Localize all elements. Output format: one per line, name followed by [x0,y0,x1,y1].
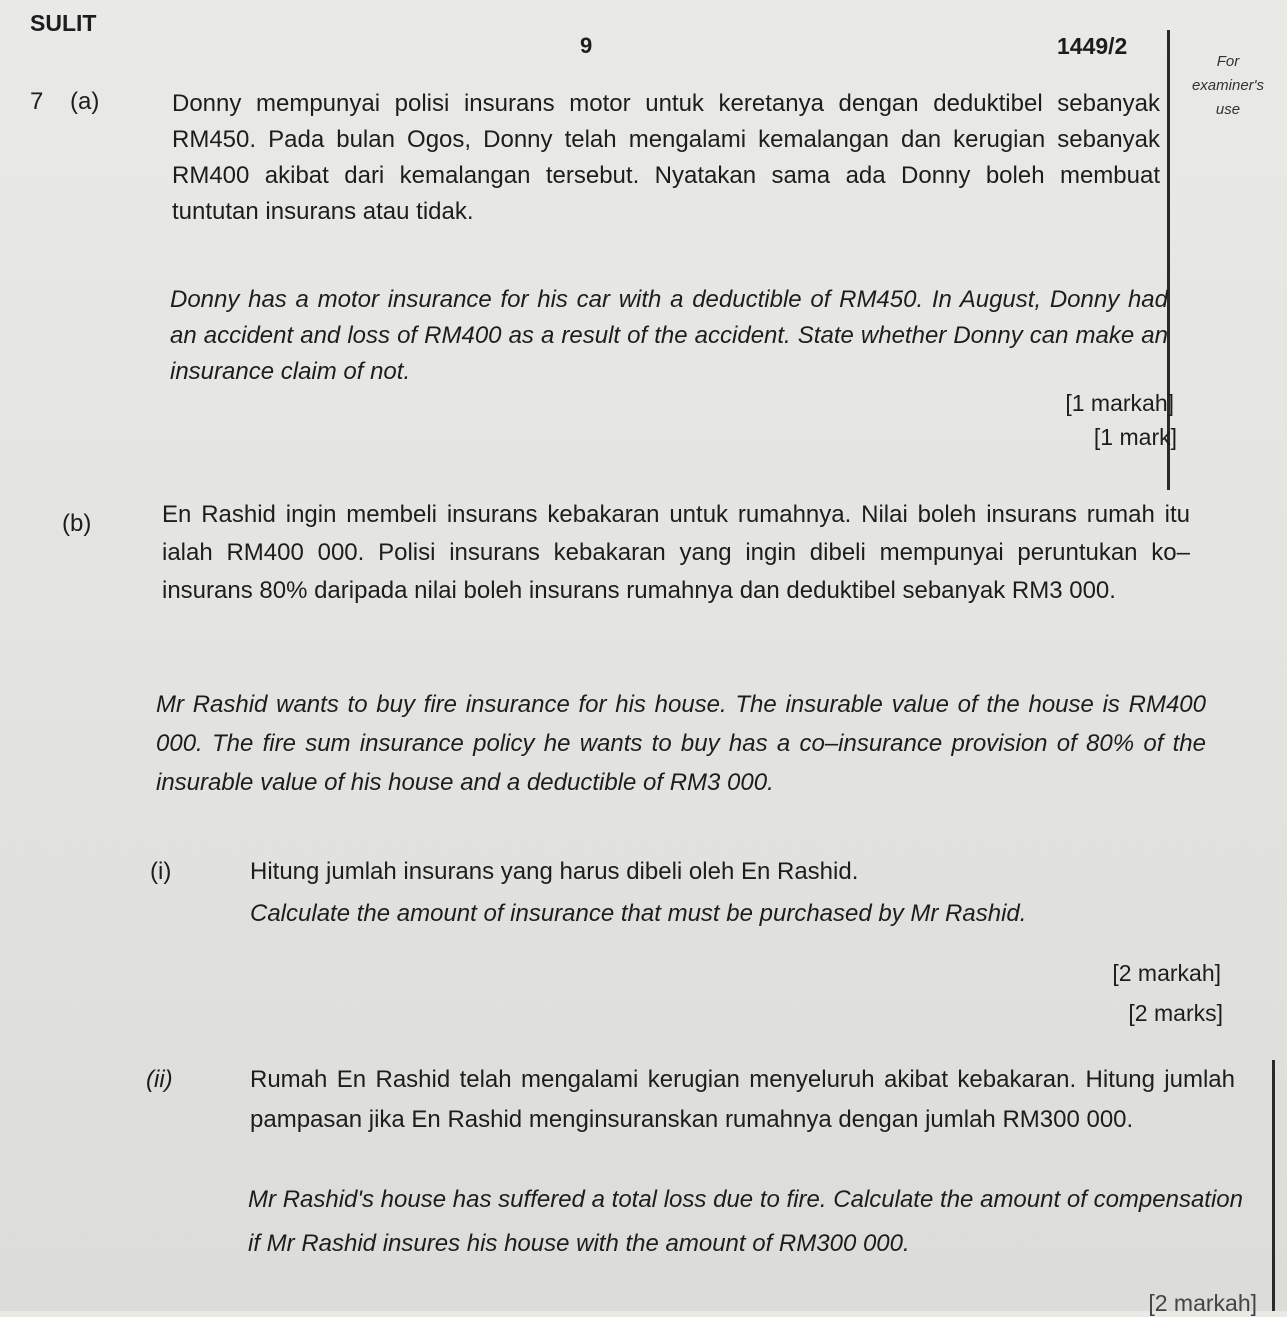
examiner-line-2: examiner's [1191,77,1265,94]
part-a-mark-malay: [1 markah] [1065,390,1174,416]
examiner-use-box [1178,50,1278,122]
examiner-margin-line-lower [1272,1060,1275,1311]
part-b-i-mark-english: [2 marks] [1128,1000,1223,1026]
part-a-label: (a) [70,88,100,115]
page-number: 9 [580,33,593,58]
part-b-ii-label: (ii) [146,1066,173,1093]
part-b-ii-mark-malay: [2 markah] [1148,1290,1257,1316]
part-a-english-text: Donny has a motor insurance for his car with a deductible of RM450. In August, Donny had an accident and loss of RM400 as a result of the accident. State whether Donny can make an insurance claim of not. [170,286,1168,385]
part-b-ii-malay-text: Rumah En Rashid telah mengalami kerugian menyeluruh akibat kebakaran. Hitung jumlah pampasan jika En Rashid menginsuranskan rumahnya dengan jumlah RM300 000. [250,1066,1235,1133]
examiner-margin-line [1167,30,1170,490]
question-number: 7 [30,88,44,115]
part-b-i-english-text: Calculate the amount of insurance that must be purchased by Mr Rashid. [250,900,1027,927]
part-b-english-text: Mr Rashid wants to buy fire insurance for his house. The insurable value of the house is RM400 000. The fire sum insurance policy he wants to buy has a co–insurance provision of 80% of the insurable value of his house and a deductible of RM3 000. [156,691,1206,796]
examiner-line-1: For [1216,53,1240,70]
header-sulit: SULIT [30,10,97,36]
part-a-malay-text: Donny mempunyai polisi insurans motor untuk keretanya dengan deduktibel sebanyak RM450. Pada bulan Ogos, Donny telah mengalami kemalangan dan kerugian sebanyak RM400 akibat dari kemalangan tersebut. Nyatakan sama ada Donny boleh membuat tuntutan insurans atau tidak. [172,90,1160,225]
paper-code: 1449/2 [1057,33,1128,59]
part-b-i-label: (i) [150,858,172,885]
part-b-ii-english-text: Mr Rashid's house has suffered a total loss due to fire. Calculate the amount of compensation if Mr Rashid insures his house with the amount of RM300 000. [248,1186,1243,1257]
part-b-i-mark-malay: [2 markah] [1112,960,1221,986]
part-b-malay-text: En Rashid ingin membeli insurans kebakaran untuk rumahnya. Nilai boleh insurans rumah itu ialah RM400 000. Polisi insurans kebakaran yang ingin dibeli mempunyai peruntukan ko–insurans 80% daripada nilai boleh insurans rumahnya dan deduktibel sebanyak RM3 000. [162,501,1190,604]
part-a-mark-english: [1 mark] [1093,424,1177,450]
part-b-i-malay-text: Hitung jumlah insurans yang harus dibeli oleh En Rashid. [250,858,859,885]
examiner-line-3: use [1215,101,1241,118]
part-b-label: (b) [62,510,92,537]
